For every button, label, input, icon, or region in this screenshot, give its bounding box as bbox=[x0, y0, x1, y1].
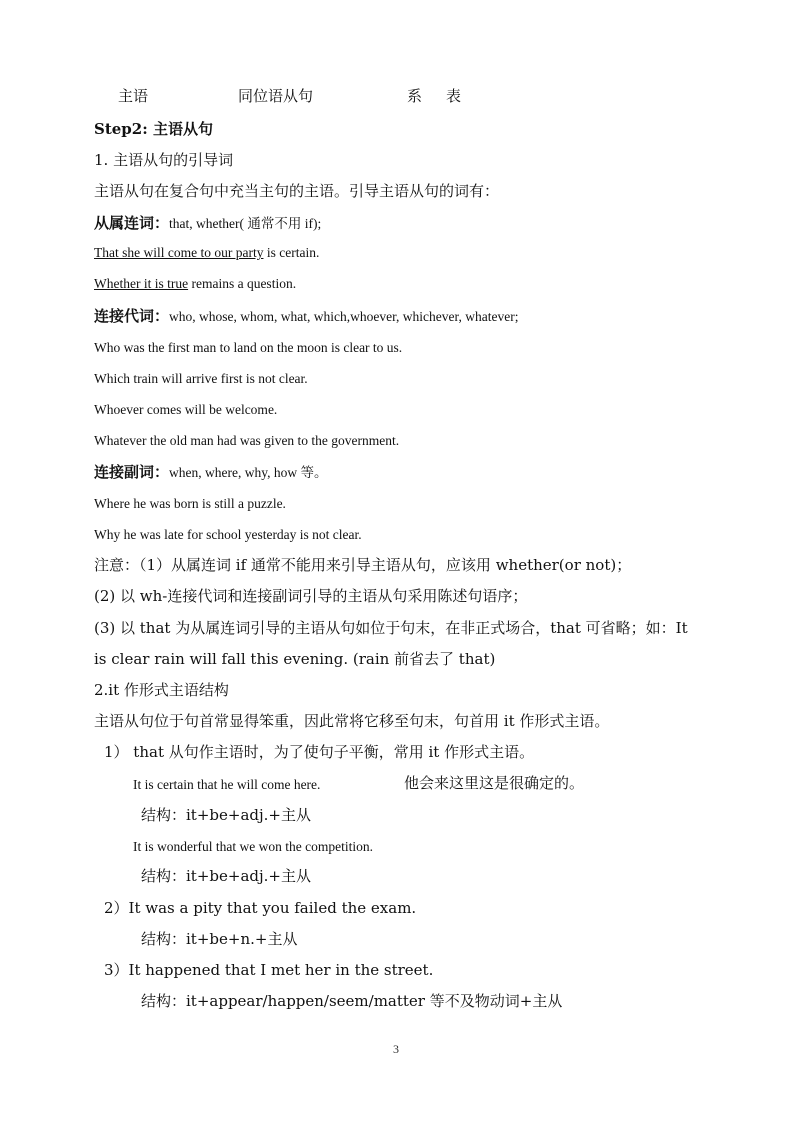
intro-paragraph: 主语从句在复合句中充当主句的主语。引导主语从句的词有： bbox=[94, 182, 500, 200]
note-3-line-2: is clear rain will fall this evening. (rain 前省去了 that) bbox=[94, 650, 496, 668]
header-subject: 主语 bbox=[118, 87, 149, 105]
header-linking: 系 bbox=[407, 87, 423, 105]
subordinators-line bbox=[94, 215, 321, 231]
subordinators-label: 从属连词： bbox=[94, 214, 170, 232]
note-2: (2) 以 wh-连接代词和连接副词引导的主语从句采用陈述句语序； bbox=[94, 587, 528, 605]
example-2 bbox=[94, 277, 296, 291]
point-1-structure-1: 结构：it+be+adj.+主从 bbox=[141, 806, 311, 824]
subordinators-text: that, whether( 通常不用 if); bbox=[169, 216, 322, 231]
header-predicative: 表 bbox=[446, 87, 462, 105]
point-1: 1） that 从句作主语时，为了使句子平衡，常用 it 作形式主语。 bbox=[104, 743, 535, 761]
point-1-example-1-translation: 他会来这里这是很确定的。 bbox=[404, 774, 585, 792]
point-3-structure: 结构：it+appear/happen/seem/matter 等不及物动词+主从 bbox=[141, 992, 563, 1010]
adverbs-text: when, where, why, how 等。 bbox=[169, 465, 328, 480]
point-1-example-2: It is wonderful that we won the competition. bbox=[133, 839, 373, 854]
pronouns-text: who, whose, whom, what, which,whoever, whichever, whatever; bbox=[169, 309, 519, 324]
example-8: Why he was late for school yesterday is not clear. bbox=[94, 527, 362, 542]
section2-intro: 主语从句位于句首常显得笨重，因此常将它移至句末，句首用 it 作形式主语。 bbox=[94, 712, 610, 730]
pronouns-label: 连接代词： bbox=[94, 307, 170, 325]
example-1-clause: That she will come to our party bbox=[94, 245, 264, 260]
adverbs-label: 连接副词： bbox=[94, 463, 170, 481]
note-3-line-1: (3) 以 that 为从属连词引导的主语从句如位于句末，在非正式场合，that 可省略；如：It bbox=[94, 619, 688, 637]
point-1-structure-2: 结构：it+be+adj.+主从 bbox=[141, 867, 311, 885]
header-appositive: 同位语从句 bbox=[238, 87, 314, 105]
step-title: Step2: 主语从句 bbox=[94, 120, 213, 138]
example-4: Which train will arrive first is not clear. bbox=[94, 371, 308, 386]
example-2-clause: Whether it is true bbox=[94, 276, 189, 291]
example-3: Who was the first man to land on the moon is clear to us. bbox=[94, 340, 403, 355]
example-1-rest: is certain. bbox=[263, 245, 320, 260]
note-1: 注意：（1）从属连词 if 通常不能用来引导主语从句，应该用 whether(or not)； bbox=[94, 556, 632, 574]
page-number: 3 bbox=[393, 1042, 399, 1056]
adverbs-line bbox=[94, 464, 327, 480]
section2-title: 2.it 作形式主语结构 bbox=[94, 681, 229, 699]
point-2-structure: 结构：it+be+n.+主从 bbox=[141, 930, 298, 948]
point-3: 3）It happened that I met her in the street. bbox=[104, 961, 434, 979]
section1-title: 1. 主语从句的引导词 bbox=[94, 151, 234, 169]
example-1 bbox=[94, 246, 319, 260]
point-1-example-1: It is certain that he will come here. bbox=[133, 777, 321, 792]
example-7: Where he was born is still a puzzle. bbox=[94, 496, 286, 511]
example-5: Whoever comes will be welcome. bbox=[94, 402, 278, 417]
pronouns-line bbox=[94, 308, 518, 324]
example-2-rest: remains a question. bbox=[188, 276, 297, 291]
example-6: Whatever the old man had was given to the government. bbox=[94, 433, 400, 448]
point-2: 2）It was a pity that you failed the exam. bbox=[104, 899, 417, 917]
